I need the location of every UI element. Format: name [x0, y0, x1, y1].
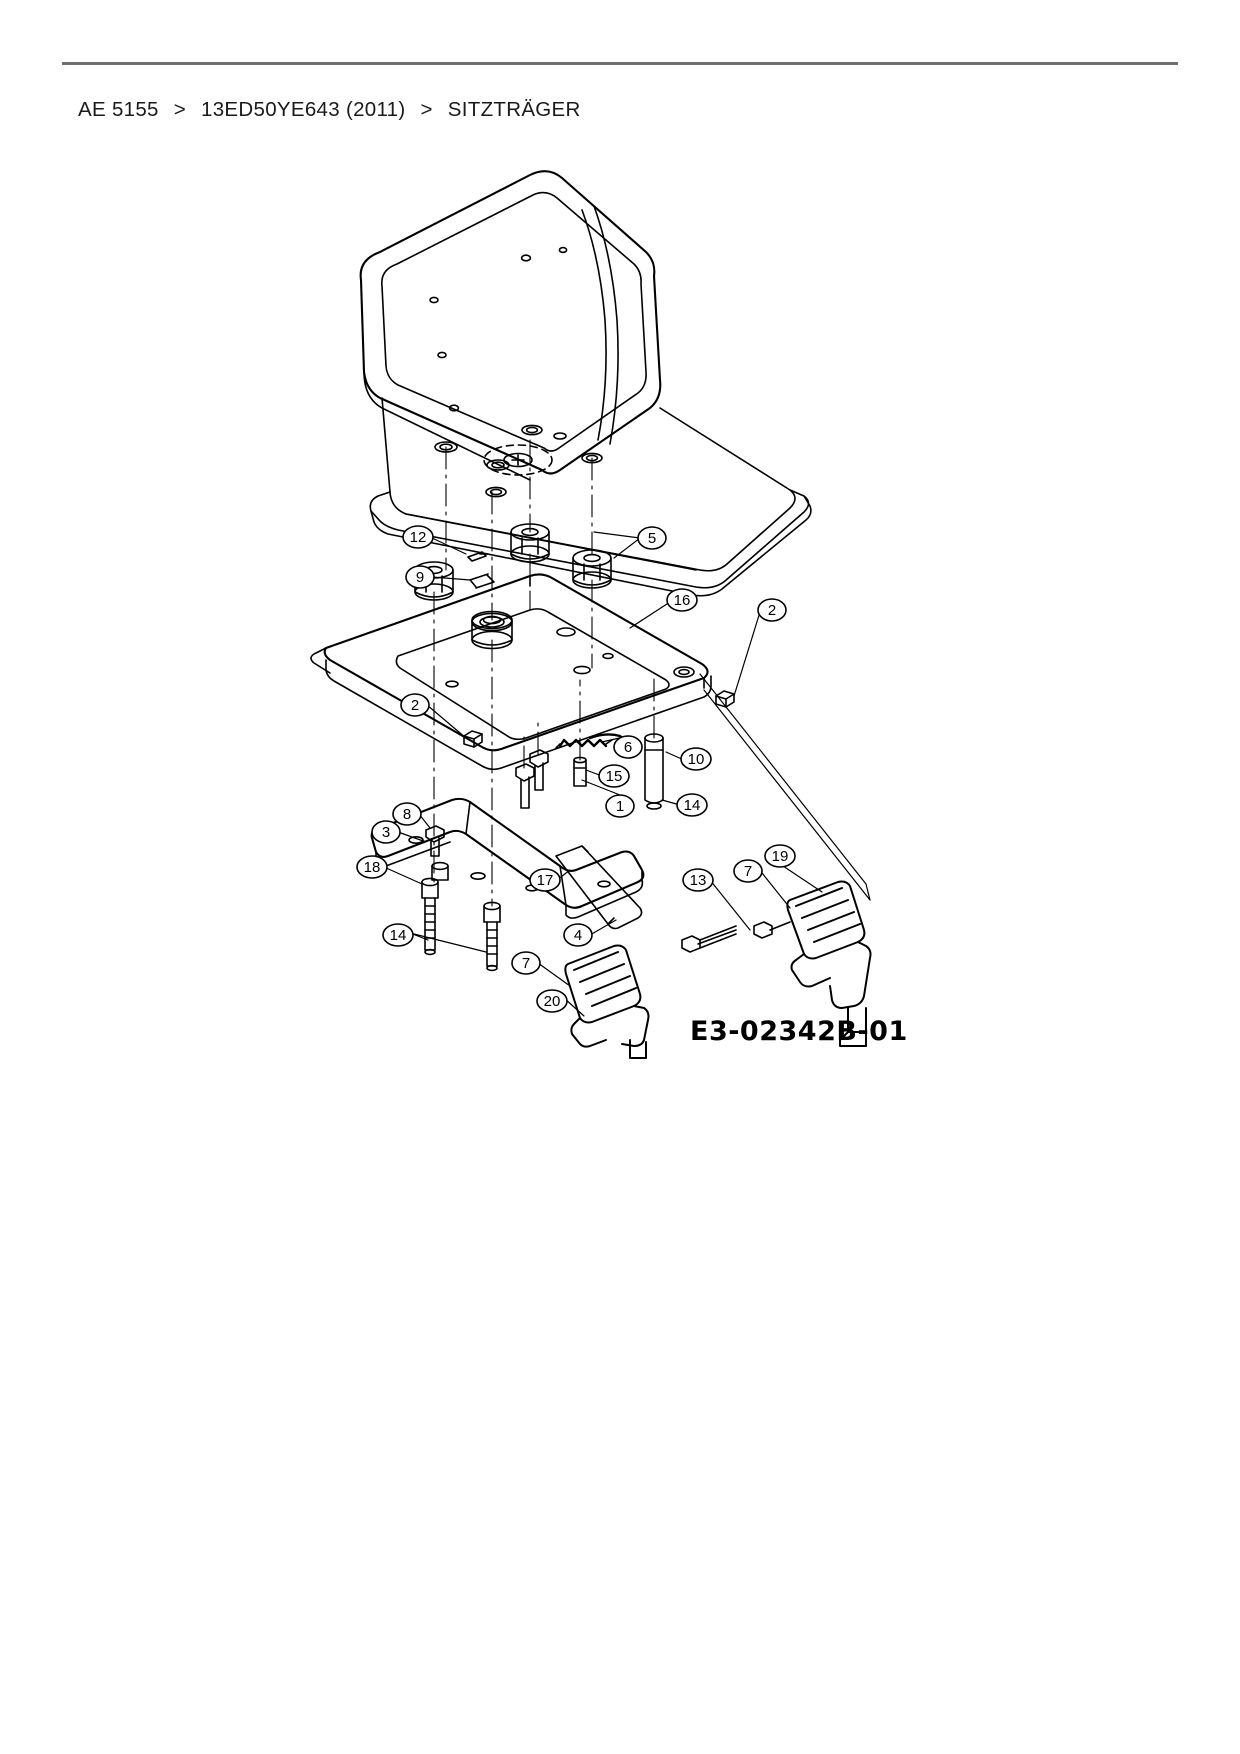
- callout-label: 9: [415, 569, 425, 586]
- callout-13: [683, 869, 713, 891]
- callout-label: 19: [771, 848, 789, 865]
- callout-2-lower: [401, 694, 429, 716]
- callout-8: [393, 803, 421, 825]
- callout-6: [614, 736, 642, 758]
- callout-label: 14: [683, 797, 701, 814]
- callout-label: 17: [536, 872, 554, 889]
- breadcrumb-item-serial[interactable]: 13ED50YE643 (2011): [201, 98, 406, 121]
- callout-label: 10: [687, 751, 705, 768]
- callout-label: 1: [615, 798, 625, 815]
- callout-5: [638, 527, 666, 549]
- breadcrumb-item-assembly[interactable]: SITZTRÄGER: [447, 98, 581, 121]
- callout-label: 20: [543, 993, 561, 1010]
- exploded-parts-diagram: [230, 140, 950, 1070]
- callout-label: 14: [389, 927, 407, 944]
- callout-9: [406, 566, 434, 588]
- callout-label: 18: [363, 859, 381, 876]
- callout-14-upper: [677, 794, 707, 816]
- callout-label: 15: [605, 768, 623, 785]
- callout-14-lower: [383, 924, 413, 946]
- callout-label: 16: [673, 592, 691, 609]
- breadcrumb: [78, 98, 581, 122]
- callout-1: [606, 795, 634, 817]
- callout-17: [530, 869, 560, 891]
- drawing-code: E3-02342B-01: [690, 1016, 908, 1047]
- callout-label: 7: [521, 955, 531, 972]
- callout-label: 8: [402, 806, 412, 823]
- header-divider: [62, 62, 1178, 65]
- callout-label: 5: [647, 530, 657, 547]
- callout-18: [357, 856, 387, 878]
- callout-12: [403, 526, 433, 548]
- callout-19: [765, 845, 795, 867]
- callout-20: [537, 990, 567, 1012]
- callout-label: 12: [409, 529, 427, 546]
- callout-2-upper: [758, 599, 786, 621]
- callout-label: 2: [767, 602, 777, 619]
- breadcrumb-separator: >: [420, 98, 433, 121]
- callout-15: [599, 765, 629, 787]
- callout-label: 4: [573, 927, 583, 944]
- callout-label: 13: [689, 872, 707, 889]
- callout-7-right: [734, 860, 762, 882]
- callout-10: [681, 748, 711, 770]
- callout-label: 2: [410, 697, 420, 714]
- callout-7-left: [512, 952, 540, 974]
- callout-16: [667, 589, 697, 611]
- breadcrumb-item-model[interactable]: AE 5155: [78, 98, 159, 121]
- callout-3: [372, 821, 400, 843]
- callout-label: 6: [623, 739, 633, 756]
- callout-4: [564, 924, 592, 946]
- breadcrumb-separator: >: [173, 98, 187, 121]
- callout-label: 7: [743, 863, 753, 880]
- callout-label: 3: [381, 824, 391, 841]
